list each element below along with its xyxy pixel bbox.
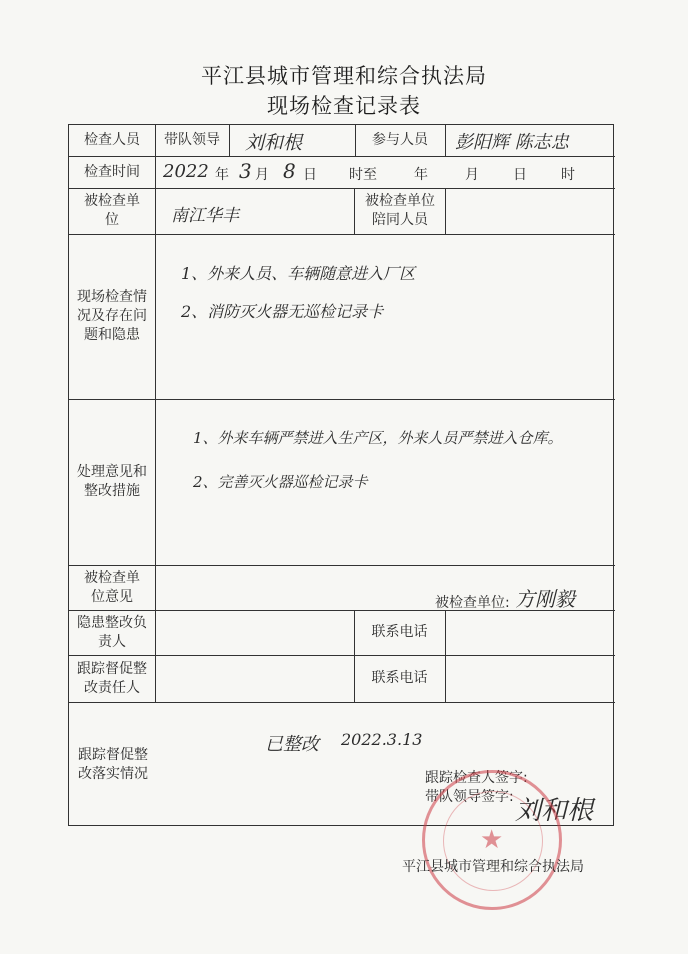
footer-organization: 平江县城市管理和综合执法局 [402, 859, 584, 875]
official-seal-stamp [422, 770, 562, 910]
month-value-handwritten: 3 [239, 159, 252, 183]
end-month-unit: 月 [465, 167, 479, 183]
leader-label: 带队领导 [164, 132, 220, 149]
year-unit: 年 [215, 167, 229, 183]
companion-label: 被检查单位陪同人员 [365, 193, 435, 228]
day-value-handwritten: 8 [283, 159, 296, 183]
tracker-sign-label: 跟踪检查人签字: [425, 770, 528, 786]
document-title: 平江县城市管理和综合执法局 [201, 64, 487, 88]
participants-names-handwritten: 彭阳辉 陈志忠 [455, 132, 569, 153]
document-subtitle: 现场检查记录表 [267, 94, 421, 118]
leader-sign-label: 带队领导签字: [425, 789, 514, 805]
implementation-date: 2022.3.13 [341, 730, 423, 749]
opinion-label: 被检查单位意见 [84, 569, 140, 605]
time-label: 检查时间 [84, 163, 140, 180]
hazard-responsible-label: 隐患整改负责人 [77, 614, 147, 650]
inspector-label: 检查人员 [84, 132, 140, 149]
opinion-sign-label: 被检查单位: [435, 595, 510, 611]
leader-name-handwritten: 刘和根 [245, 132, 303, 154]
hazard-phone-label: 联系电话 [371, 624, 428, 641]
findings-label: 现场检查情况及存在问题和隐患 [77, 289, 147, 343]
finding-line-1: 1、外来人员、车辆随意进入厂区 [181, 264, 416, 283]
measure-line-1: 1、外来车辆严禁进入生产区，外来人员严禁进入仓库。 [193, 429, 563, 447]
seal-star-icon: ★ [480, 825, 504, 855]
tracking-responsible-label: 跟踪督促整改责任人 [77, 660, 147, 696]
finding-line-2: 2、消防灭火器无巡检记录卡 [181, 302, 384, 321]
inspected-unit-handwritten: 南江华丰 [171, 206, 239, 226]
end-day-unit: 日 [513, 167, 527, 183]
inspection-form-table [68, 124, 614, 826]
end-hour-unit: 时 [561, 167, 575, 183]
year-value-handwritten: 2022 [163, 161, 209, 182]
inspected-unit-label: 被检查单位 [84, 193, 140, 228]
tracking-phone-label: 联系电话 [371, 670, 428, 687]
participants-label: 参与人员 [372, 132, 428, 149]
end-year-unit: 年 [414, 167, 428, 183]
implementation-note: 已整改 [265, 734, 319, 755]
leader-signature: 刘和根 [515, 796, 594, 826]
day-unit: 日 [303, 167, 317, 183]
measures-label: 处理意见和整改措施 [77, 464, 147, 499]
implementation-label: 跟踪督促整改落实情况 [78, 746, 148, 782]
end-time-unit: 时至 [349, 167, 377, 183]
measure-line-2: 2、完善灭火器巡检记录卡 [193, 473, 368, 491]
opinion-signature: 方刚毅 [515, 587, 575, 611]
month-unit: 月 [255, 167, 269, 183]
